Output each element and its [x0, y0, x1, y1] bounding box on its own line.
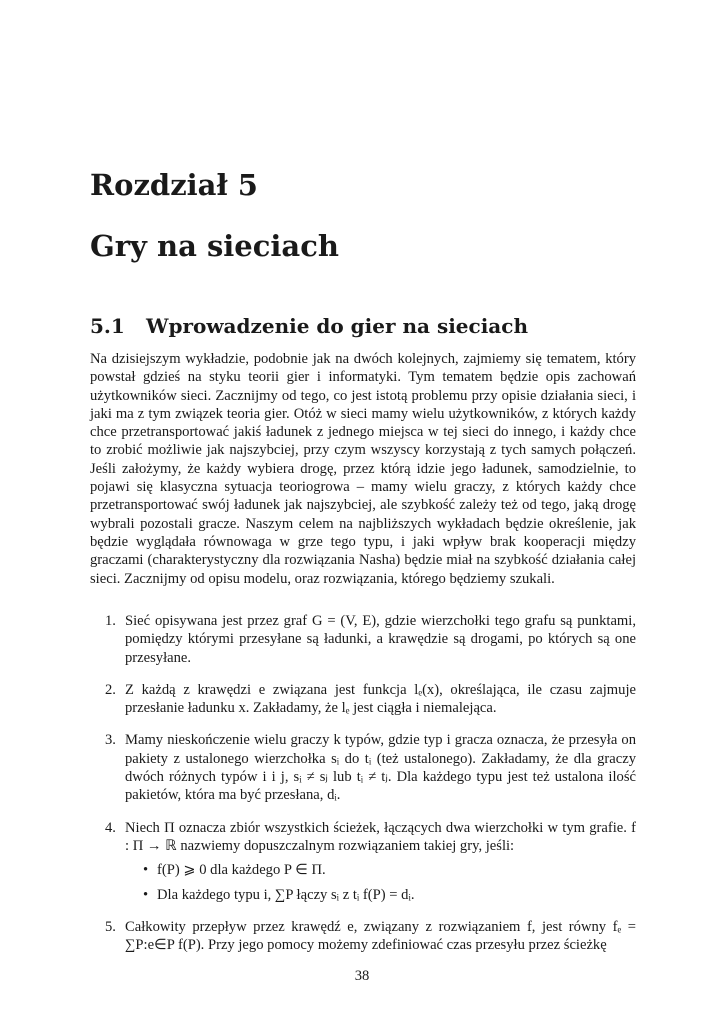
list-item-text: Sieć opisywana jest przez graf G = (V, E), gdzie wierzchołki tego grafu są punktami, pomiędzy którymi przesyłane są ładunki, a krawędzie są drogami, po których są one przesyłane. [125, 613, 636, 666]
list-item [90, 731, 636, 804]
list-item-marker: 4. [105, 819, 116, 836]
chapter-label: Rozdział 5 [90, 168, 258, 202]
list-item-marker: 1. [105, 613, 116, 629]
list-item-marker: 5. [105, 918, 116, 935]
section-heading [90, 314, 528, 338]
list-item [90, 819, 636, 904]
section-number: 5.1 [90, 314, 125, 338]
list-item-marker: 3. [105, 732, 116, 749]
bullet-marker: • [143, 886, 149, 903]
list-item-marker: 2. [105, 681, 116, 698]
list-item-text: Niech Π oznacza zbiór wszystkich ścieżek, łączących dwa wierzchołki w tym grafie. f : Π → ℝ nazwiemy dopuszczalnym rozwiązaniem takiej gry, jeśli: [125, 819, 636, 854]
list-item [90, 681, 636, 718]
intro-paragraph: Na dzisiejszym wykładzie, podobnie jak na dwóch kolejnych, zajmiemy się tematem, który powstał gdzieś na styku teorii gier i informatyki. Tym tematem będzie opis zachowań użytkowników sieci. Zacznijmy od tego, co jest istotą problemu przy opisie działania sieci, i jaki ma z tym związek teoria gier. Otóż w sieci mamy wielu użytkowników, z których każdy chce przetransportować jakiś ładunek z jednego miejsca w tej sieci do innego, i każdy chce to zrobić możliwie jak najszybciej, przy czym wszyscy korzystają z tych samych połączeń. Jeśli założymy, że każdy wybiera drogę, przez którą idzie jego ładunek, samodzielnie, to pojawi się klasyczna sytuacja teoriogrowa – mamy wielu graczy, z których każdy chce przetransportować swój ładunek jak najszybciej, ale szybkość zależy też od tego, jaką drogę wybrali pozostali gracze. Naszym celem na najbliższych wykładach będzie określenie, jak będzie wyglądała równowaga w grze tego typu, i jaki wpływ brak kooperacji między graczami (charakterystyczny dla rozwiązania Nasha) będzie miał na szybkość działania całej sieci. Zacznijmy od opisu modelu, oraz rozwiązania, którego będziemy szukali. [90, 351, 636, 587]
list-item [90, 612, 636, 667]
page-number: 38 [354, 968, 370, 984]
list-item-text: Mamy nieskończenie wielu graczy k typów, gdzie typ i gracza oznacza, że przesyła on pakiety z ustalonego wierzchołka sᵢ do tᵢ (też ustalonego). Zakładamy, że dla graczy dwóch różnych typów i i j, sᵢ ≠ sⱼ lub tᵢ ≠ tⱼ. Dla każdego typu jest też ustalona ilość pakietów, która ma być przesłana, dᵢ. [125, 732, 636, 804]
list-item-text: Całkowity przepływ przez krawędź e, związany z rozwiązaniem f, jest równy fₑ = ∑P:e∈P f(P). Przy jego pomocy możemy zdefiniować czas przesyłu przez ścieżkę [125, 918, 636, 954]
list-item [90, 918, 636, 955]
sub-list-item [125, 886, 636, 904]
section-title: Wprowadzenie do gier na sieciach [146, 314, 528, 338]
sub-list-item-text: Dla każdego typu i, ∑P łączy sᵢ z tᵢ f(P) = dᵢ. [157, 886, 415, 903]
sub-list [125, 861, 636, 904]
sub-list-item-text: f(P) ⩾ 0 dla każdego P ∈ Π. [157, 862, 326, 879]
definition-list [90, 612, 636, 968]
chapter-title: Gry na sieciach [90, 229, 339, 263]
sub-list-item [125, 861, 636, 879]
bullet-marker: • [143, 862, 149, 879]
list-item-text: Z każdą z krawędzi e związana jest funkcja lₑ(x), określająca, ile czasu zajmuje przesłanie ładunku x. Zakładamy, że lₑ jest ciągła i niemalejąca. [125, 681, 636, 717]
